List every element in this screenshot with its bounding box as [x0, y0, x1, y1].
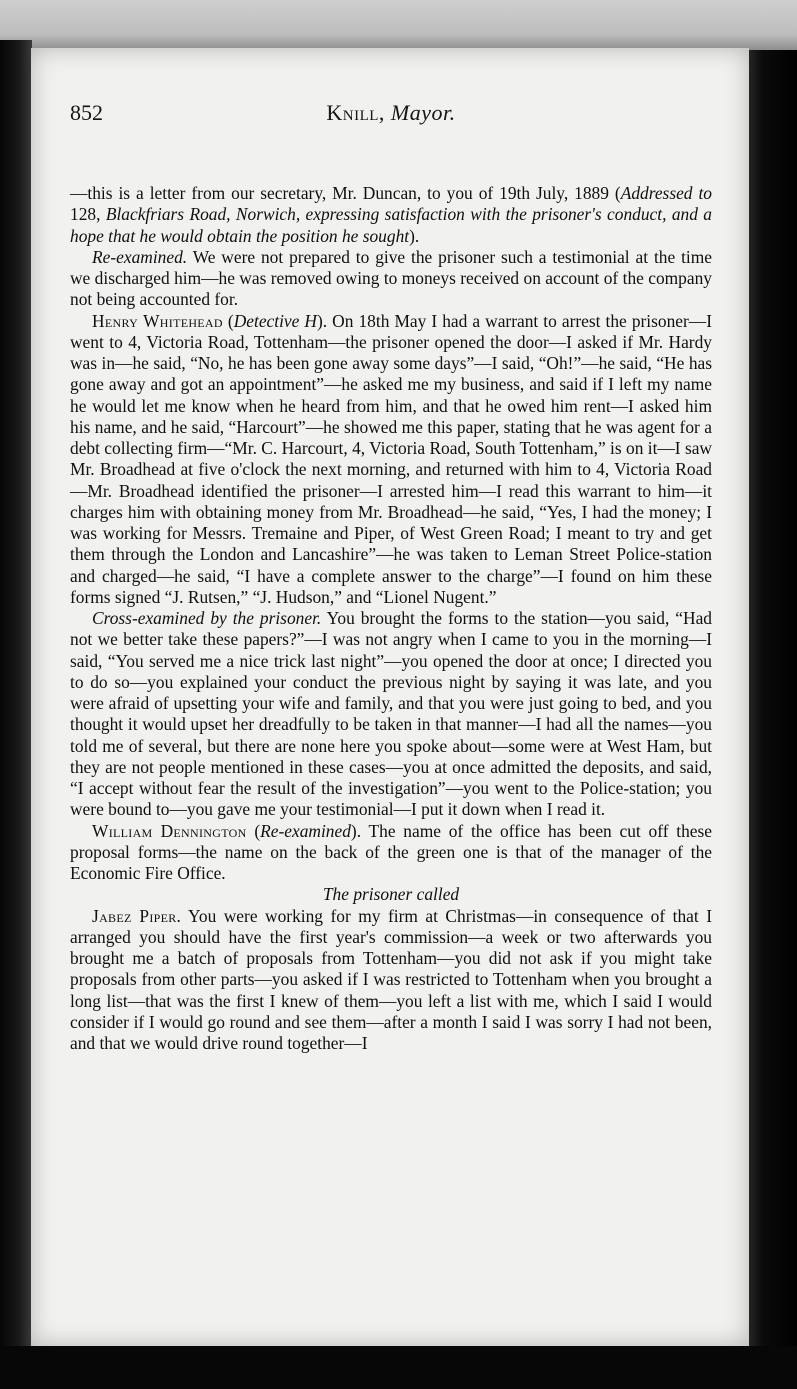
text-segment-italic: Blackfriars Road, Norwich, expressing satisfaction with the prisoner's conduct, and a hope that he would obtain the position he sought — [70, 204, 712, 246]
page-number: 852 — [70, 100, 103, 125]
paragraph-piper-testimony — [70, 906, 712, 1055]
text-segment: ( — [222, 310, 234, 331]
paragraph-dennington-testimony — [70, 821, 712, 885]
text-segment: ). On 18th May I had a warrant to arrest the prisoner—I went to 4, Victoria Road, Tottenham—the prisoner opened the door—I asked if Mr. Hardy was in—he said, “No, he has been gone away some days”—I said, “Oh!”—he said, “He has gone away and got an appointment”—he asked me my business, and said if I left my name he would let me know when he heard from him, and that he owed him rent—I asked him his name, and he said, “Harcourt”—he showed me this paper, stating that he was agent for a debt collecting firm—“Mr. C. Harcourt, 4, Victoria Road, South Tottenham,” is on it—I saw Mr. Broadhead at five o'clock the next morning, and returned with him to 4, Victoria Road—Mr. Broadhead identified the prisoner—I arrested him—I read this warrant to him—it charges him with obtaining money from Mr. Broadhead—he said, “Yes, I had the money; I was working for Messrs. Tremaine and Piper, of West Green Road; I meant to try and get them through the London and Lancashire”—he was taken to Leman Street Police-station and charged—he said, “I have a complete answer to the charge”—I found on him these forms signed “J. Rutsen,” “J. Hudson,” and “Lionel Nugent.” — [70, 310, 712, 607]
text-segment: We were not prepared to give the prisoner such a testimonial at the time we discharged him—he was removed owing to moneys received on account of the company not being accounted for. — [70, 246, 712, 310]
text-segment: ). — [409, 225, 420, 246]
text-segment: 128, — [70, 204, 106, 225]
running-head — [70, 100, 712, 126]
text-segment-italic: Re-examined. — [92, 246, 188, 267]
text-segment-italic: Detective H — [233, 310, 317, 331]
paragraph-cross-examined — [70, 608, 712, 821]
witness-name: William Dennington — [92, 820, 247, 841]
page-header — [70, 96, 712, 126]
text-segment-italic: The prisoner called — [322, 884, 460, 905]
book-edge-bottom — [0, 1346, 797, 1389]
body-text — [70, 183, 712, 1054]
book-edge-right — [748, 50, 797, 1389]
text-segment: ). The name of the office has been cut off these proposal forms—the name on the back of the green one is that of the manager of the Economic Fire Office. — [70, 820, 712, 883]
paragraph-letter — [70, 183, 712, 247]
paragraph-re-examined — [70, 247, 712, 311]
text-segment: You brought the forms to the station—you said, “Had not we better take these papers?”—I was not angry when I came to you in the morning—I said, “You served me a nice trick last night”—you opened the door at once; I directed you to do so—you explained your conduct the previous night by saying it was late, and you were afraid of upsetting your wife and family, and that you were just going to bed, and you thought it would upset her dreadfully to be taken in that manner—I had all the names—you told me of several, but there are none here you spoke about—some were at West Ham, but they are not people mentioned in these cases—you at once admitted the deposits, and said, “I accept without fear the result of the investigation”—you went to the Police-station; you were bound to—you gave me your testimonial—I put it down when I read it. — [70, 608, 712, 820]
running-head-name: Knill, — [326, 100, 385, 125]
paragraph-whitehead-testimony — [70, 311, 712, 609]
text-segment-italic: Re-examined — [260, 820, 351, 841]
text-segment-italic: Addressed to — [620, 183, 712, 203]
witness-name: Henry Whitehead — [92, 310, 223, 331]
section-heading — [70, 884, 712, 905]
text-segment: —this is a letter from our secretary, Mr. Duncan, to you of 19th July, 1889 ( — [70, 183, 621, 203]
text-segment: You were working for my firm at Christmas—in consequence of that I arranged you should have the first year's commission—a week or two afterwards you brought me a batch of proposals from Tottenham—you did not ask if you might take proposals from other parts—you asked if I was restricted to Tottenham when you brought a long list—that was the first I knew of them—you left a list with me, which I said I would consider if I would go round and see them—after a month I said I was sorry I had not been, and that we would drive round together—I — [70, 905, 712, 1053]
witness-name: Jabez Piper. — [92, 905, 182, 926]
text-segment-italic: Cross-examined by the prisoner. — [92, 608, 322, 628]
book-edge-left — [0, 40, 32, 1389]
running-head-title: Mayor. — [390, 100, 456, 125]
text-segment: ( — [246, 820, 261, 841]
